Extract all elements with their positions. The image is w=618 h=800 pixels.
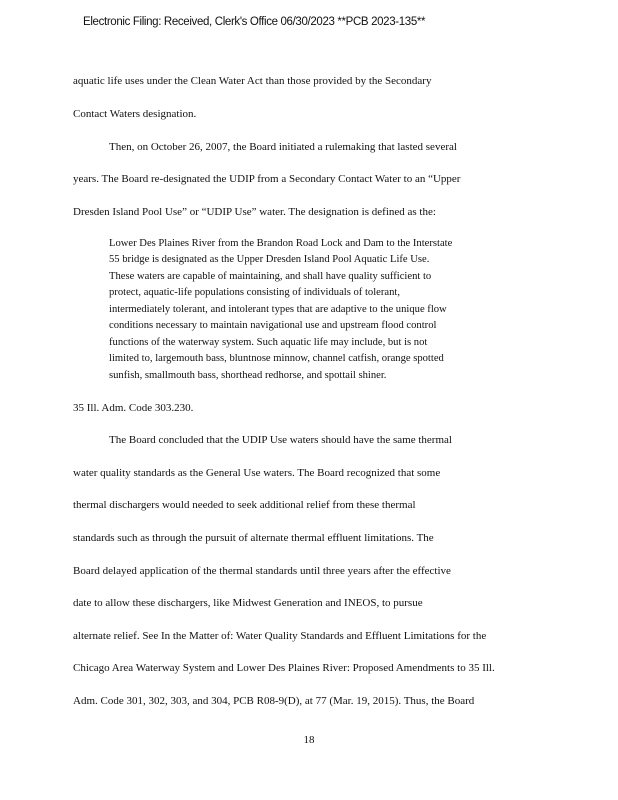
- body-line: Dresden Island Pool Use” or “UDIP Use” water. The designation is defined as the:: [73, 206, 436, 218]
- body-line: date to allow these dischargers, like Midwest Generation and INEOS, to pursue: [73, 597, 423, 609]
- body-line: Contact Waters designation.: [73, 108, 197, 120]
- body-line: Then, on October 26, 2007, the Board initiated a rulemaking that lasted several: [109, 141, 457, 153]
- block-quote-line: limited to, largemouth bass, bluntnose minnow, channel catfish, orange spotted: [109, 353, 444, 364]
- body-line: alternate relief. See In the Matter of: Water Quality Standards and Effluent Limitations for the: [73, 630, 487, 642]
- body-line: standards such as through the pursuit of alternate thermal effluent limitations. The: [73, 532, 434, 544]
- body-line: The Board concluded that the UDIP Use waters should have the same thermal: [109, 434, 452, 446]
- block-quote-line: Lower Des Plaines River from the Brandon Road Lock and Dam to the Interstate: [109, 238, 453, 249]
- body-line: thermal dischargers would needed to seek additional relief from these thermal: [73, 499, 416, 511]
- block-quote-line: conditions necessary to maintain navigational use and upstream flood control: [109, 320, 437, 331]
- body-line: years. The Board re-designated the UDIP from a Secondary Contact Water to an “Upper: [73, 173, 461, 185]
- body-line: water quality standards as the General Use waters. The Board recognized that some: [73, 467, 441, 479]
- block-quote-line: intermediately tolerant, and intolerant types that are adaptive to the unique flow: [109, 304, 447, 315]
- body-line: Chicago Area Waterway System and Lower Des Plaines River: Proposed Amendments to 35 Ill.: [73, 662, 495, 674]
- body-line: aquatic life uses under the Clean Water Act than those provided by the Secondary: [73, 75, 432, 87]
- block-quote-line: functions of the waterway system. Such aquatic life may include, but is not: [109, 337, 428, 348]
- filing-stamp-header: Electronic Filing: Received, Clerk's Office 06/30/2023 **PCB 2023-135**: [83, 16, 426, 28]
- page-number: 18: [303, 734, 315, 746]
- block-quote-line: protect, aquatic-life populations consisting of individuals of tolerant,: [109, 287, 400, 298]
- block-quote-line: sunfish, smallmouth bass, shorthead redhorse, and spottail shiner.: [109, 370, 387, 381]
- citation-line: 35 Ill. Adm. Code 303.230.: [73, 402, 194, 414]
- body-line: Adm. Code 301, 302, 303, and 304, PCB R08-9(D), at 77 (Mar. 19, 2015). Thus, the Board: [73, 695, 475, 707]
- block-quote-line: These waters are capable of maintaining, and shall have quality sufficient to: [109, 271, 432, 282]
- body-line: Board delayed application of the thermal standards until three years after the effective: [73, 565, 451, 577]
- block-quote-line: 55 bridge is designated as the Upper Dresden Island Pool Aquatic Life Use.: [109, 254, 430, 265]
